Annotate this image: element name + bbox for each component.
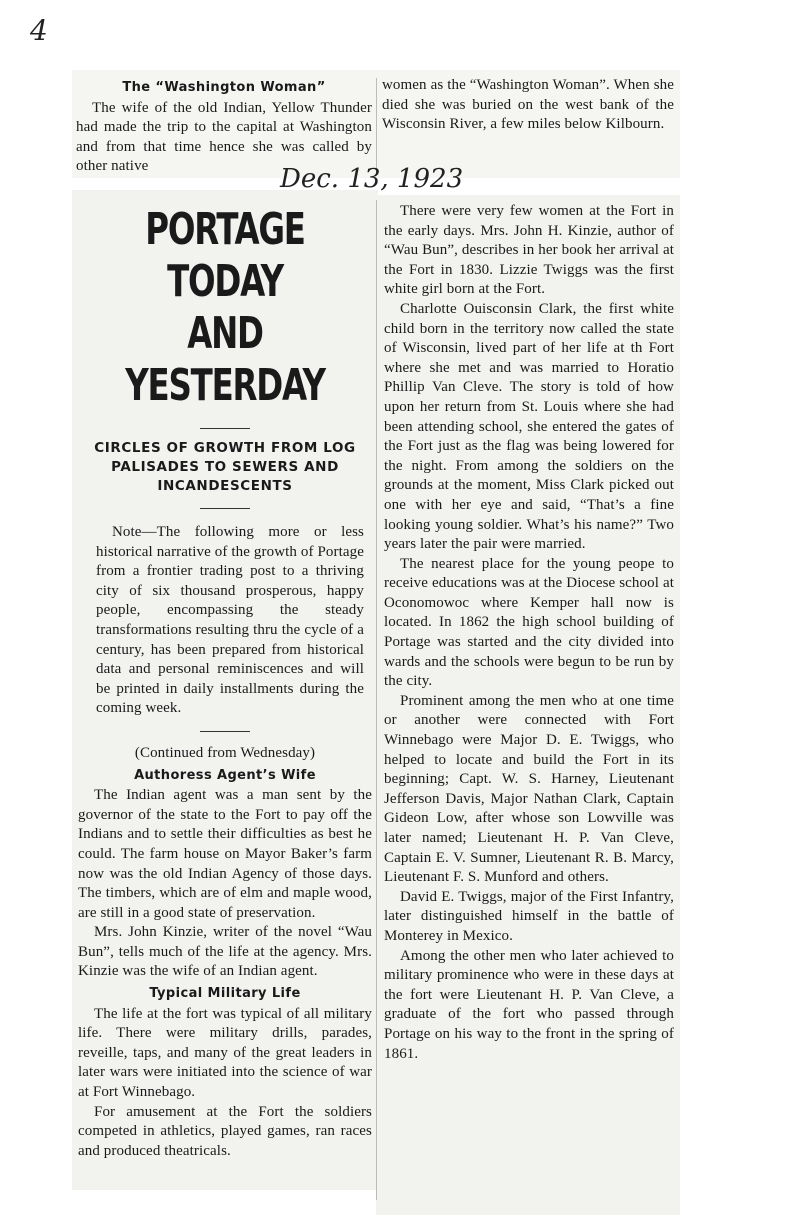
washington-woman-text-left: The wife of the old Indian, Yellow Thunder had made the trip to the capital at Washington and from that time hence she was called by other native: [76, 99, 372, 175]
other-men-paragraph: Among the other men who later achieved to military prominence who were in these days at the fort were Lieutenant H. P. Van Cleve, a graduate of the fort who passed through Portage on his way to the front in the spring of 1861.: [384, 947, 674, 1062]
prominent-paragraph: Prominent among the men who at one time or another were connected with Fort Winnebago were Major D. E. Twiggs, who helped to locate and build the Fort in its beginning; Capt. W. S. Harney, Lieutenant Jefferson Davis, Major Nathan Clark, Captain Gideon Low, after whose son Lowville was later named; Lieutenant H. P. Van Cleve, Captain E. V. Sumner, Lieutenant R. B. Marcy, Lieutenant F. S. Munford and others.: [384, 692, 674, 886]
right-column: [384, 202, 674, 1064]
military-subhead: Typical Military Life: [149, 986, 301, 1002]
top-left-column: [76, 76, 372, 177]
amusement-paragraph: For amusement at the Fort the soldiers competed in athletics, played games, ran races and produced theatricals.: [78, 1103, 372, 1159]
handwritten-date: Dec. 13, 1923: [280, 164, 464, 194]
page-number: 4: [30, 14, 48, 47]
headline-rule: [200, 428, 250, 429]
agent-paragraph: The Indian agent was a man sent by the governor of the state to the Fort to pay off the Indians and to settle their difficulties as best he could. The farm house on Mayor Baker’s farm now was the old Indian Agency of those days. The timbers, which are of elm and maple wood, are still in a good state of preservation.: [78, 787, 372, 921]
note-rule: [200, 731, 250, 732]
headline-line-2: AND YESTERDAY: [125, 308, 325, 411]
article-column-divider: [376, 200, 377, 1200]
editor-note: Note—The following more or less historical narrative of the growth of Portage from a frontier trading post to a thriving city of six thousand prosperous, happy people, encompassing the steady transformations resulting thru the cycle of a century, has been prepared from historical data and personal reminiscences and will be printed in daily installments during the coming week.: [96, 524, 364, 717]
military-paragraph: The life at the fort was typical of all military life. There were military drills, parades, reveille, taps, and many of the great leaders in later wars were initiated into the science of war at Fort Winnebago.: [78, 1005, 372, 1101]
twiggs-paragraph: David E. Twiggs, major of the First Infantry, later distinguished himself in the battle of Monterey in Mexico.: [384, 888, 674, 944]
deck-rule: [200, 508, 250, 509]
clark-paragraph: Charlotte Ouisconsin Clark, the first white child born in the territory now called the state of Wisconsin, lived part of her life at th Fort where she met and was married to Horatio Phillip Van Cleve. The story is told of how upon her return from St. Louis where she had been attending school, she entered the gates of the Fort just as the flag was being lowered for the night. From among the soldiers on the grounds at the moment, Miss Clark picked out one with her eye and said, “That’s a fine looking young soldier. What’s his name?” Two years later the pair were married.: [384, 300, 674, 553]
deck-headline: CIRCLES OF GROWTH FROM LOG PALISADES TO SEWERS AND INCANDESCENTS: [94, 440, 356, 494]
school-paragraph: The nearest place for the young peope to receive educations was at the Diocese school at Oconomowoc where Kemper hall now is located. In 1862 the high school building of Portage was started and the city divided into wards and the schools were begun to be run by the city.: [384, 555, 674, 690]
continued-line: (Continued from Wednesday): [134, 744, 316, 761]
kinzie-paragraph: Mrs. John Kinzie, writer of the novel “Wau Bun”, tells much of the life at the agency. Mrs. Kinzie was the wife of an Indian agent.: [78, 924, 372, 980]
women-paragraph: There were very few women at the Fort in the early days. Mrs. John H. Kinzie, author of “Wau Bun”, describes in her book her arrival at the Fort in 1830. Lizzie Twiggs was the first white girl born at the Fort.: [384, 203, 674, 298]
left-column: [78, 204, 372, 1161]
top-column-divider: [376, 78, 377, 174]
agent-subhead: Authoress Agent’s Wife: [134, 767, 316, 783]
washington-woman-text-right: women as the “Washington Woman”. When she died she was buried on the west bank of the Wisconsin River, a few miles below Kilbourn.: [382, 77, 674, 133]
top-right-column: [382, 76, 674, 135]
headline-line-1: PORTAGE TODAY: [145, 204, 305, 307]
washington-woman-subhead: The “Washington Woman”: [122, 80, 326, 95]
